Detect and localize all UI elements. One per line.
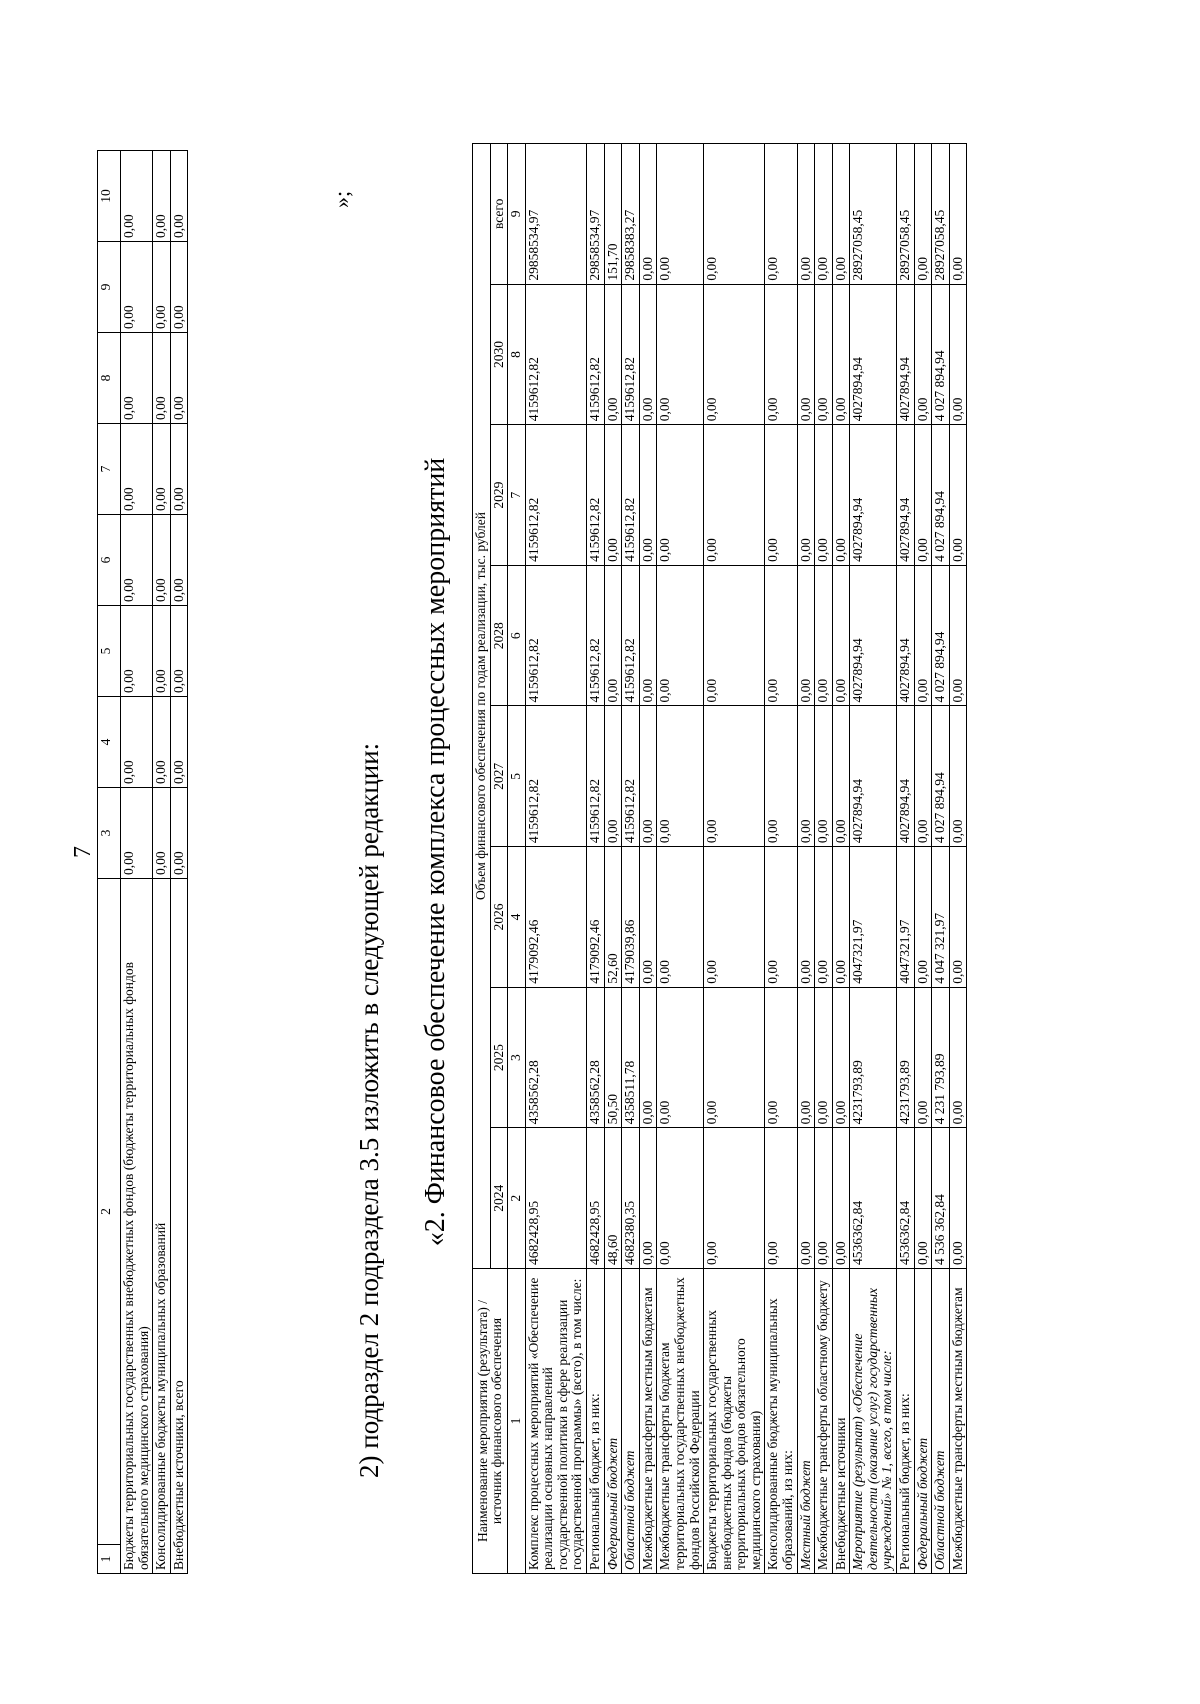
value-cell: 0,00 [639, 565, 657, 706]
value-cell: 4159612,82 [587, 565, 605, 706]
value-cell: 4027894,94 [850, 284, 897, 425]
table1-row [153, 151, 171, 1574]
value-cell: 0,00 [797, 1128, 815, 1269]
value-cell: 4047321,97 [897, 847, 915, 988]
table-row [949, 144, 967, 1574]
table1-value-cell: 0,00 [170, 606, 188, 697]
table1-value-cell: 0,00 [170, 333, 188, 424]
table1-value-cell: 0,00 [170, 242, 188, 333]
value-cell: 0,00 [815, 284, 833, 425]
value-cell: 0,00 [832, 565, 850, 706]
value-cell: 0,00 [832, 1128, 850, 1269]
table1-header-row [98, 151, 121, 1574]
value-cell: 0,00 [604, 706, 622, 847]
table1-value-cell: 0,00 [121, 606, 153, 697]
value-cell: 4047321,97 [850, 847, 897, 988]
header-column-number: 1 [508, 1269, 526, 1574]
table-row [704, 144, 765, 1574]
value-cell: 0,00 [765, 425, 797, 566]
header-column-number: 2 [508, 1128, 526, 1269]
value-cell: 29858534,97 [587, 144, 605, 285]
row-label: Мероприятие (результат) «Обеспечение деятельности (оказание услуг) государственных учреждений» № 1, всего, в том числе: [850, 1269, 897, 1574]
value-cell: 0,00 [657, 1128, 704, 1269]
table-row [765, 144, 797, 1574]
value-cell: 4 231 793,89 [932, 987, 950, 1128]
table1-value-cell: 0,00 [121, 515, 153, 606]
value-cell: 0,00 [949, 144, 967, 285]
value-cell: 4027894,94 [850, 706, 897, 847]
value-cell: 0,00 [797, 425, 815, 566]
row-label: Региональный бюджет, из них: [587, 1269, 605, 1574]
table1-value-cell: 0,00 [153, 788, 171, 879]
table-row [914, 144, 932, 1574]
value-cell: 4358562,28 [525, 987, 586, 1128]
table1-header-cell: 1 [98, 1545, 121, 1574]
value-cell: 0,00 [657, 565, 704, 706]
value-cell: 0,00 [765, 565, 797, 706]
value-cell: 4536362,84 [897, 1128, 915, 1269]
value-cell: 0,00 [815, 847, 833, 988]
table1-value-cell: 0,00 [170, 424, 188, 515]
table1-value-cell: 0,00 [121, 788, 153, 879]
table-row [639, 144, 657, 1574]
value-cell: 48,60 [604, 1128, 622, 1269]
value-cell: 0,00 [815, 987, 833, 1128]
table1-value-cell: 0,00 [153, 424, 171, 515]
value-cell: 0,00 [832, 987, 850, 1128]
value-cell: 0,00 [657, 425, 704, 566]
value-cell: 0,00 [704, 1128, 765, 1269]
row-label: Областной бюджет [932, 1269, 950, 1574]
value-cell: 0,00 [657, 284, 704, 425]
row-label: Бюджеты территориальных государственных внебюджетных фондов (бюджеты территориальных фондов обязательного медицинского страхования) [704, 1269, 765, 1574]
value-cell: 0,00 [914, 706, 932, 847]
header-year-cell: 2024 [490, 1128, 508, 1269]
value-cell: 0,00 [832, 706, 850, 847]
header-year-cell: 2029 [490, 425, 508, 566]
header-volume-cell: Объем финансового обеспечения по годам реализации, тыс. рублей [473, 144, 491, 1269]
header-name-cell: Наименование мероприятия (результата) / источник финансового обеспечения [473, 1269, 508, 1574]
row-label: Межбюджетные трансферты областному бюджету [815, 1269, 833, 1574]
value-cell: 4159612,82 [525, 565, 586, 706]
value-cell: 0,00 [657, 847, 704, 988]
table-row [657, 144, 704, 1574]
value-cell: 4 047 321,97 [932, 847, 950, 988]
table1-value-cell: 0,00 [121, 333, 153, 424]
table-row [832, 144, 850, 1574]
value-cell: 4159612,82 [622, 706, 640, 847]
table1-header-cell: 7 [98, 424, 121, 515]
closing-quote: »; [329, 190, 354, 208]
value-cell: 0,00 [914, 284, 932, 425]
value-cell: 4231793,89 [897, 987, 915, 1128]
value-cell: 0,00 [949, 425, 967, 566]
value-cell: 29858534,97 [525, 144, 586, 285]
table1-value-cell: 0,00 [153, 697, 171, 788]
value-cell: 0,00 [657, 144, 704, 285]
value-cell: 4358511,78 [622, 987, 640, 1128]
value-cell: 0,00 [639, 706, 657, 847]
value-cell: 0,00 [949, 565, 967, 706]
value-cell: 0,00 [797, 847, 815, 988]
table1-value-cell: 0,00 [153, 333, 171, 424]
table1-row [170, 151, 188, 1574]
value-cell: 4536362,84 [850, 1128, 897, 1269]
value-cell: 0,00 [949, 1128, 967, 1269]
value-cell: 151,70 [604, 144, 622, 285]
value-cell: 0,00 [704, 565, 765, 706]
value-cell: 0,00 [797, 987, 815, 1128]
value-cell: 0,00 [914, 144, 932, 285]
table1-row-label: Консолидированные бюджеты муниципальных образований [153, 879, 171, 1574]
value-cell: 4 027 894,94 [932, 706, 950, 847]
value-cell: 0,00 [657, 987, 704, 1128]
value-cell: 4 027 894,94 [932, 425, 950, 566]
value-cell: 4159612,82 [622, 565, 640, 706]
table1-value-cell: 0,00 [121, 151, 153, 242]
table1-value-cell: 0,00 [170, 151, 188, 242]
value-cell: 0,00 [949, 284, 967, 425]
value-cell: 4159612,82 [622, 425, 640, 566]
value-cell: 0,00 [832, 425, 850, 566]
value-cell: 0,00 [704, 144, 765, 285]
header-column-number: 5 [508, 706, 526, 847]
header-year-cell: 2025 [490, 987, 508, 1128]
value-cell: 0,00 [832, 847, 850, 988]
value-cell: 4027894,94 [897, 425, 915, 566]
table-row [815, 144, 833, 1574]
value-cell: 0,00 [657, 706, 704, 847]
table-row [932, 144, 950, 1574]
header-year-cell: 2027 [490, 706, 508, 847]
table1-header-cell: 6 [98, 515, 121, 606]
table-row [897, 144, 915, 1574]
header-column-number: 9 [508, 144, 526, 285]
header-column-number: 8 [508, 284, 526, 425]
table1-value-cell: 0,00 [153, 606, 171, 697]
value-cell: 0,00 [815, 1128, 833, 1269]
table1-header-cell: 8 [98, 333, 121, 424]
header-year-cell: 2030 [490, 284, 508, 425]
value-cell: 4 027 894,94 [932, 284, 950, 425]
value-cell: 28927058,45 [932, 144, 950, 285]
value-cell: 4179039,86 [622, 847, 640, 988]
value-cell: 4682380,35 [622, 1128, 640, 1269]
row-label: Межбюджетные трансферты бюджетам территориальных государственных внебюджетных фондов Российской Федерации [657, 1269, 704, 1574]
row-label: Областной бюджет [622, 1269, 640, 1574]
table1-row-label: Бюджеты территориальных государственных внебюджетных фондов (бюджеты территориальных фондов обязательного медицинского страхования) [121, 879, 153, 1574]
table-row [587, 144, 605, 1574]
value-cell: 0,00 [765, 706, 797, 847]
value-cell: 0,00 [949, 987, 967, 1128]
continuation-table [97, 150, 188, 1574]
row-label: Внебюджетные источники [832, 1269, 850, 1574]
table1-header-cell: 2 [98, 879, 121, 1545]
header-year-cell: 2026 [490, 847, 508, 988]
value-cell: 0,00 [765, 284, 797, 425]
value-cell: 0,00 [797, 144, 815, 285]
value-cell: 4159612,82 [525, 425, 586, 566]
value-cell: 0,00 [914, 847, 932, 988]
value-cell: 4027894,94 [897, 706, 915, 847]
value-cell: 0,00 [949, 847, 967, 988]
value-cell: 28927058,45 [850, 144, 897, 285]
value-cell: 0,00 [832, 284, 850, 425]
value-cell: 0,00 [639, 144, 657, 285]
value-cell: 4159612,82 [622, 284, 640, 425]
value-cell: 0,00 [639, 425, 657, 566]
value-cell: 0,00 [815, 425, 833, 566]
value-cell: 0,00 [765, 1128, 797, 1269]
table1-row [121, 151, 153, 1574]
value-cell: 0,00 [914, 1128, 932, 1269]
header-column-number: 3 [508, 987, 526, 1128]
value-cell: 4159612,82 [587, 706, 605, 847]
row-label: Межбюджетные трансферты местным бюджетам [949, 1269, 967, 1574]
table1-value-cell: 0,00 [153, 151, 171, 242]
value-cell: 0,00 [639, 847, 657, 988]
table1-value-cell: 0,00 [121, 242, 153, 333]
value-cell: 4682428,95 [525, 1128, 586, 1269]
value-cell: 4179092,46 [525, 847, 586, 988]
row-label: Федеральный бюджет [914, 1269, 932, 1574]
value-cell: 50,50 [604, 987, 622, 1128]
value-cell: 0,00 [797, 706, 815, 847]
table1-header-cell: 9 [98, 242, 121, 333]
value-cell: 0,00 [765, 144, 797, 285]
section-title: «2. Финансовое обеспечение комплекса процессных мероприятий [420, 457, 451, 1247]
table1-value-cell: 0,00 [170, 697, 188, 788]
header-column-number: 4 [508, 847, 526, 988]
table1-value-cell: 0,00 [153, 515, 171, 606]
value-cell: 0,00 [604, 425, 622, 566]
value-cell: 0,00 [815, 706, 833, 847]
value-cell: 4027894,94 [850, 425, 897, 566]
value-cell: 0,00 [949, 706, 967, 847]
value-cell: 0,00 [797, 284, 815, 425]
value-cell: 0,00 [914, 987, 932, 1128]
value-cell: 52,60 [604, 847, 622, 988]
table-row [525, 144, 586, 1574]
row-label: Консолидированные бюджеты муниципальных образований, из них: [765, 1269, 797, 1574]
value-cell: 0,00 [914, 565, 932, 706]
value-cell: 0,00 [604, 565, 622, 706]
value-cell: 4179092,46 [587, 847, 605, 988]
header-column-number: 7 [508, 425, 526, 566]
value-cell: 4 536 362,84 [932, 1128, 950, 1269]
value-cell: 4159612,82 [587, 425, 605, 566]
value-cell: 0,00 [765, 847, 797, 988]
value-cell: 4159612,82 [525, 706, 586, 847]
value-cell: 0,00 [639, 284, 657, 425]
value-cell: 0,00 [704, 284, 765, 425]
value-cell: 0,00 [765, 987, 797, 1128]
value-cell: 4682428,95 [587, 1128, 605, 1269]
value-cell: 0,00 [914, 425, 932, 566]
row-label: Межбюджетные трансферты местным бюджетам [639, 1269, 657, 1574]
value-cell: 29858383,27 [622, 144, 640, 285]
table-row [604, 144, 622, 1574]
table-row [622, 144, 640, 1574]
value-cell: 4358562,28 [587, 987, 605, 1128]
table1-value-cell: 0,00 [153, 242, 171, 333]
table1-header-cell: 10 [98, 151, 121, 242]
value-cell: 0,00 [815, 565, 833, 706]
value-cell: 4027894,94 [897, 565, 915, 706]
value-cell: 4159612,82 [525, 284, 586, 425]
financing-table [472, 143, 967, 1574]
header-numbers-row [508, 144, 526, 1574]
value-cell: 0,00 [704, 847, 765, 988]
value-cell: 4231793,89 [850, 987, 897, 1128]
value-cell: 0,00 [604, 284, 622, 425]
table1-row-label: Внебюджетные источники, всего [170, 879, 188, 1574]
table1-value-cell: 0,00 [170, 788, 188, 879]
value-cell: 28927058,45 [897, 144, 915, 285]
row-label: Региональный бюджет, из них: [897, 1269, 915, 1574]
value-cell: 0,00 [704, 706, 765, 847]
value-cell: 4027894,94 [897, 284, 915, 425]
table1-value-cell: 0,00 [170, 515, 188, 606]
page-number: 7 [70, 846, 96, 858]
header-column-number: 6 [508, 565, 526, 706]
value-cell: 4 027 894,94 [932, 565, 950, 706]
value-cell: 0,00 [639, 1128, 657, 1269]
table1-header-cell: 5 [98, 606, 121, 697]
table-row [850, 144, 897, 1574]
value-cell: 4027894,94 [850, 565, 897, 706]
value-cell: 0,00 [639, 987, 657, 1128]
value-cell: 0,00 [832, 144, 850, 285]
value-cell: 0,00 [704, 425, 765, 566]
header-year-cell: 2028 [490, 565, 508, 706]
header-row-1 [473, 144, 491, 1574]
table1-header-cell: 4 [98, 697, 121, 788]
amendment-paragraph: 2) подраздел 2 подраздела 3.5 изложить в следующей редакции: [354, 742, 384, 1478]
header-year-cell: всего [490, 144, 508, 285]
row-label: Федеральный бюджет [604, 1269, 622, 1574]
value-cell: 0,00 [815, 144, 833, 285]
value-cell: 4159612,82 [587, 284, 605, 425]
row-label: Комплекс процессных мероприятий «Обеспечение реализации основных направлений государственной политики в сфере реализации государственной программы» (всего), в том числе: [525, 1269, 586, 1574]
row-label: Местный бюджет [797, 1269, 815, 1574]
table-row [797, 144, 815, 1574]
value-cell: 0,00 [797, 565, 815, 706]
table1-value-cell: 0,00 [121, 424, 153, 515]
value-cell: 0,00 [704, 987, 765, 1128]
table1-value-cell: 0,00 [121, 697, 153, 788]
table1-header-cell: 3 [98, 788, 121, 879]
